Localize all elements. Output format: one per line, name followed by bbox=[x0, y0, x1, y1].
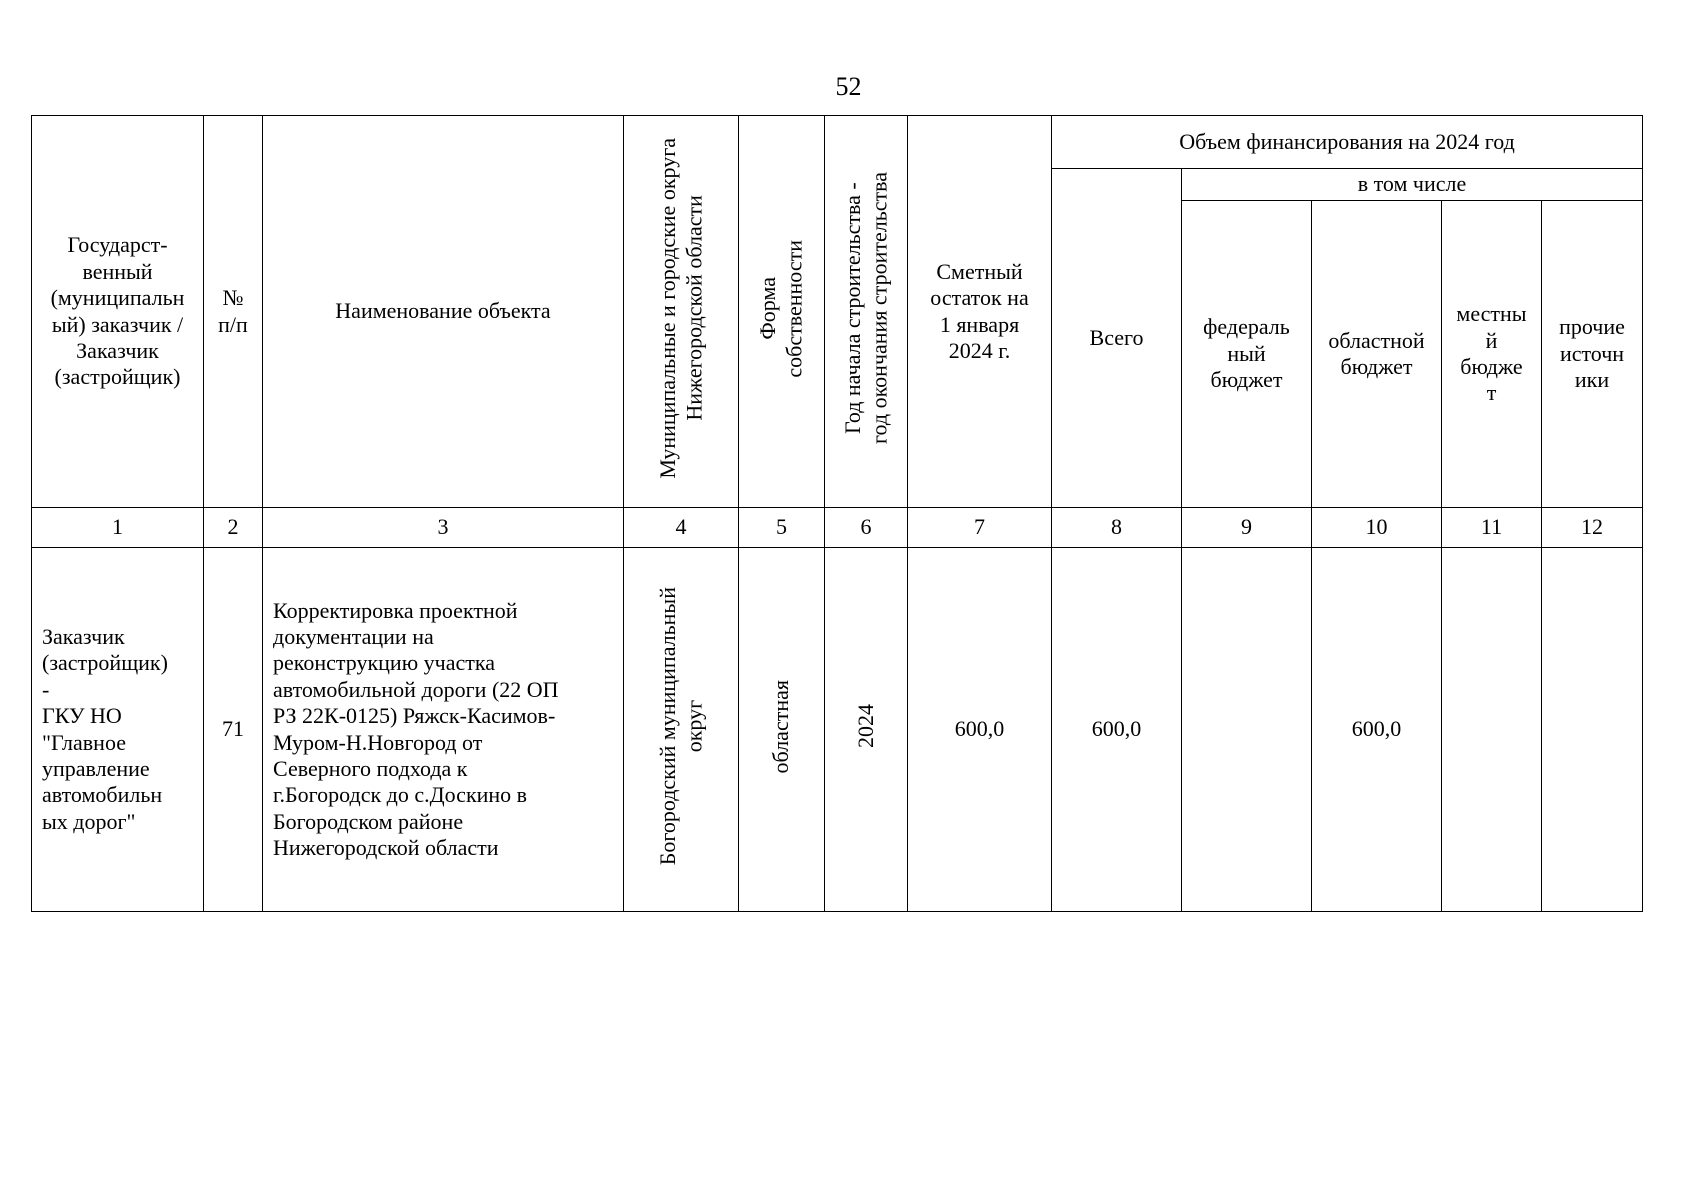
ownership-text: областная bbox=[768, 679, 794, 774]
ownership-cell bbox=[739, 548, 825, 912]
district-cell bbox=[624, 548, 739, 912]
column-number: 12 bbox=[1542, 508, 1643, 548]
regional-budget-cell: 600,0 bbox=[1312, 548, 1442, 912]
header-ownership-text: Форма собственности bbox=[755, 239, 807, 378]
header-years-text: Год начала строительства - год окончания строительства bbox=[839, 172, 891, 445]
column-number: 7 bbox=[908, 508, 1052, 548]
total-cell: 600,0 bbox=[1052, 548, 1182, 912]
customer-cell: Заказчик (застройщик) - ГКУ НО "Главное управление автомобильн ых дорог" bbox=[32, 548, 204, 912]
local-budget-cell bbox=[1442, 548, 1542, 912]
header-total: Всего bbox=[1052, 169, 1182, 508]
header-customer: Государст- венный (муниципальн ый) заказчик / Заказчик (застройщик) bbox=[32, 116, 204, 508]
other-sources-cell bbox=[1542, 548, 1643, 912]
column-number: 5 bbox=[739, 508, 825, 548]
object-name-cell: Корректировка проектной документации на реконструкцию участка автомобильной дороги (22 ОП РЗ 22К-0125) Ряжск-Касимов- Муром-Н.Новгород от Северного подхода к г.Богородск до с.Доскино в Богородском районе Нижегородской области bbox=[263, 548, 624, 912]
header-district bbox=[624, 116, 739, 508]
header-federal-budget: федераль ный бюджет bbox=[1182, 201, 1312, 508]
years-text: 2024 bbox=[852, 704, 878, 749]
header-other-sources: прочие источн ики bbox=[1542, 201, 1643, 508]
financing-table bbox=[31, 115, 1643, 912]
column-number: 8 bbox=[1052, 508, 1182, 548]
column-number: 9 bbox=[1182, 508, 1312, 548]
column-number: 4 bbox=[624, 508, 739, 548]
header-district-text: Муниципальные и городские округа Нижегородской области bbox=[654, 137, 706, 479]
header-years bbox=[825, 116, 908, 508]
column-number: 2 bbox=[204, 508, 263, 548]
header-regional-budget: областной бюджет bbox=[1312, 201, 1442, 508]
column-number: 1 bbox=[32, 508, 204, 548]
header-local-budget: местны й бюдже т bbox=[1442, 201, 1542, 508]
column-number-row bbox=[32, 508, 1643, 548]
header-estimated-balance: Сметный остаток на 1 января 2024 г. bbox=[908, 116, 1052, 508]
column-number: 6 bbox=[825, 508, 908, 548]
header-financing-title: Объем финансирования на 2024 год bbox=[1052, 116, 1643, 169]
years-cell bbox=[825, 548, 908, 912]
header-number: № п/п bbox=[204, 116, 263, 508]
table-row bbox=[32, 548, 1643, 912]
header-ownership bbox=[739, 116, 825, 508]
estimated-balance-cell: 600,0 bbox=[908, 548, 1052, 912]
header-including: в том числе bbox=[1182, 169, 1643, 201]
row-number-cell: 71 bbox=[204, 548, 263, 912]
column-number: 11 bbox=[1442, 508, 1542, 548]
column-number: 10 bbox=[1312, 508, 1442, 548]
column-number: 3 bbox=[263, 508, 624, 548]
header-object-name: Наименование объекта bbox=[263, 116, 624, 508]
page-number: 52 bbox=[835, 72, 862, 101]
federal-budget-cell bbox=[1182, 548, 1312, 912]
district-text: Богородский муниципальный округ bbox=[654, 587, 706, 866]
